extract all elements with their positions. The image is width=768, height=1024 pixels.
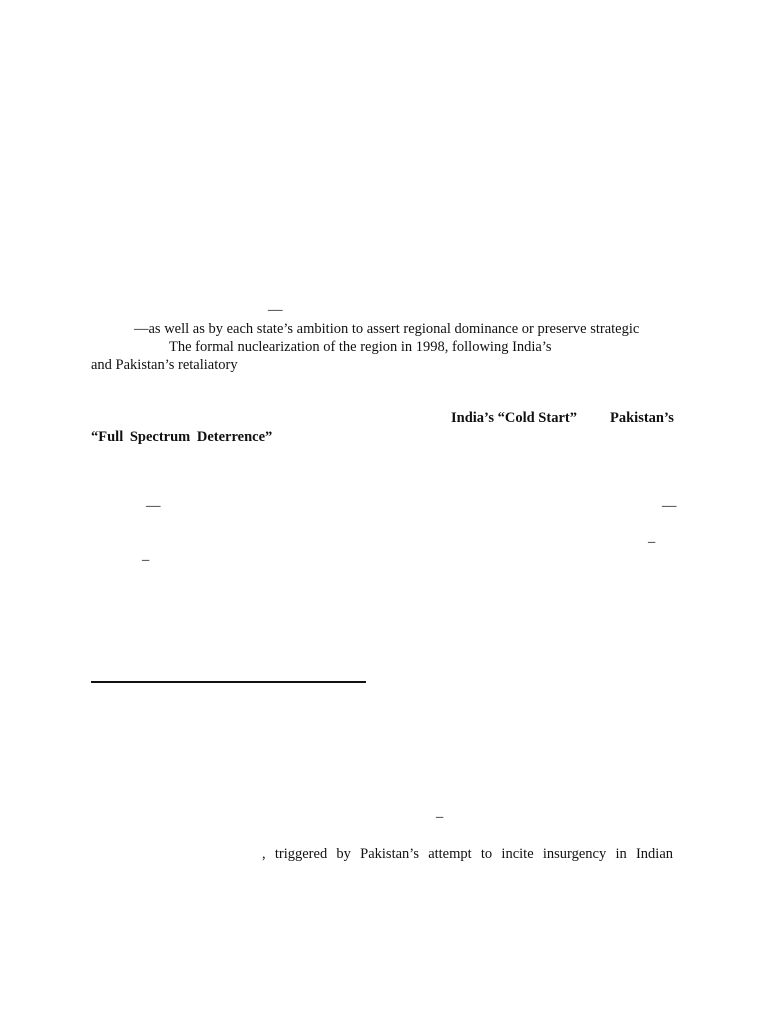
em-dash-mid-right: — <box>662 498 677 514</box>
en-dash-left: – <box>142 552 150 568</box>
em-dash-mid-left: — <box>146 498 161 514</box>
em-dash-top: — <box>268 302 283 318</box>
footnote-separator-rule <box>91 681 366 683</box>
doctrine-full-spectrum-deterrence: “Full Spectrum Deterrence” <box>91 429 273 445</box>
footnote-text-line: , triggered by Pakistan’s attempt to incite insurgency in Indian <box>262 846 673 862</box>
doctrine-pakistan-possessive: Pakistan’s <box>610 410 674 426</box>
doctrine-india-cold-start: India’s “Cold Start” <box>451 410 577 426</box>
en-dash-right: – <box>648 534 656 550</box>
text-line-retaliatory: and Pakistan’s retaliatory <box>91 357 238 373</box>
text-line-nuclearization: The formal nuclearization of the region in 1998, following India’s <box>169 339 552 355</box>
text-line-ambition: —as well as by each state’s ambition to assert regional dominance or preserve strategic <box>134 321 640 337</box>
footnote-en-dash: – <box>436 809 444 825</box>
